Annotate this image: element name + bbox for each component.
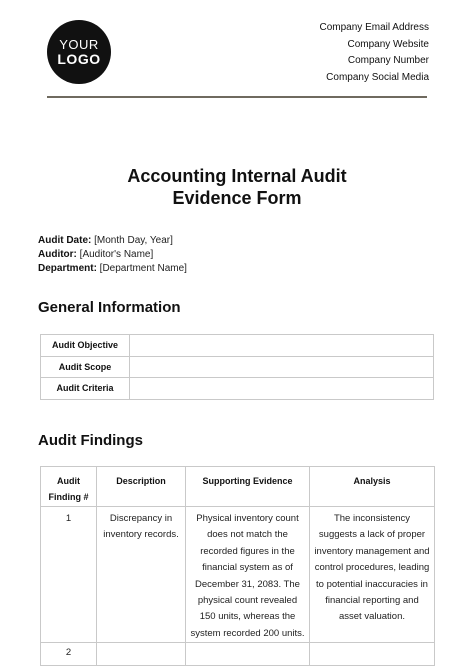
finding-number-cell: 1 (41, 507, 97, 643)
table-row (41, 378, 434, 400)
table-header-row (41, 467, 435, 507)
company-logo (47, 20, 111, 84)
analysis-cell[interactable] (310, 643, 435, 666)
department-value: [Department Name] (96, 263, 187, 274)
col-header-supporting-evidence: Supporting Evidence (186, 467, 310, 507)
document-title-line1: Accounting Internal Audit (127, 166, 347, 186)
description-cell[interactable] (97, 643, 186, 666)
table-row (41, 507, 435, 643)
audit-date-row (38, 234, 187, 248)
header-divider (47, 96, 427, 98)
general-information-table (40, 334, 434, 400)
supporting-evidence-cell: Physical inventory count does not match the recorded figures in the financial system as of December 31, 2083. The physical count revealed 150 units, whereas the system recorded 200 units. (186, 507, 310, 643)
description-cell: Discrepancy in inventory records. (97, 507, 186, 643)
audit-findings-heading: Audit Findings (38, 432, 143, 449)
logo-text-line2: LOGO (57, 50, 101, 67)
table-row (41, 356, 434, 378)
col-header-description: Description (97, 467, 186, 507)
department-label: Department: (38, 263, 97, 274)
table-row (41, 643, 435, 666)
general-information-heading: General Information (38, 299, 181, 316)
document-title-line2: Evidence Form (172, 188, 302, 208)
finding-number-cell: 2 (41, 643, 97, 666)
department-row (38, 262, 187, 276)
company-email: Company Email Address (319, 22, 429, 33)
auditor-label: Auditor: (38, 249, 77, 260)
col-header-finding-number: Audit Finding # (41, 467, 97, 507)
audit-criteria-label: Audit Criteria (41, 378, 130, 400)
company-contact-block (320, 20, 430, 86)
audit-findings-table (40, 466, 435, 666)
auditor-row (38, 248, 187, 262)
audit-meta (38, 234, 187, 276)
auditor-value: [Auditor's Name] (76, 249, 154, 260)
document-title (0, 165, 474, 209)
table-row (41, 335, 434, 357)
audit-scope-label: Audit Scope (41, 356, 130, 378)
audit-objective-field[interactable] (130, 335, 434, 357)
audit-date-value: [Month Day, Year] (91, 235, 173, 246)
company-number: Company Number (347, 55, 429, 66)
company-social-media: Company Social Media (326, 71, 429, 83)
logo-text-line1: YOUR (59, 36, 99, 52)
audit-criteria-field[interactable] (130, 378, 434, 400)
analysis-cell: The inconsistency suggests a lack of proper inventory management and control procedures, leading to potential inaccuracies in financial reporting and asset valuation. (310, 507, 435, 643)
audit-objective-label: Audit Objective (41, 335, 130, 357)
audit-scope-field[interactable] (130, 356, 434, 378)
audit-date-label: Audit Date: (38, 235, 92, 246)
supporting-evidence-cell[interactable] (186, 643, 310, 666)
col-header-analysis: Analysis (310, 467, 435, 507)
company-website: Company Website (347, 38, 429, 50)
